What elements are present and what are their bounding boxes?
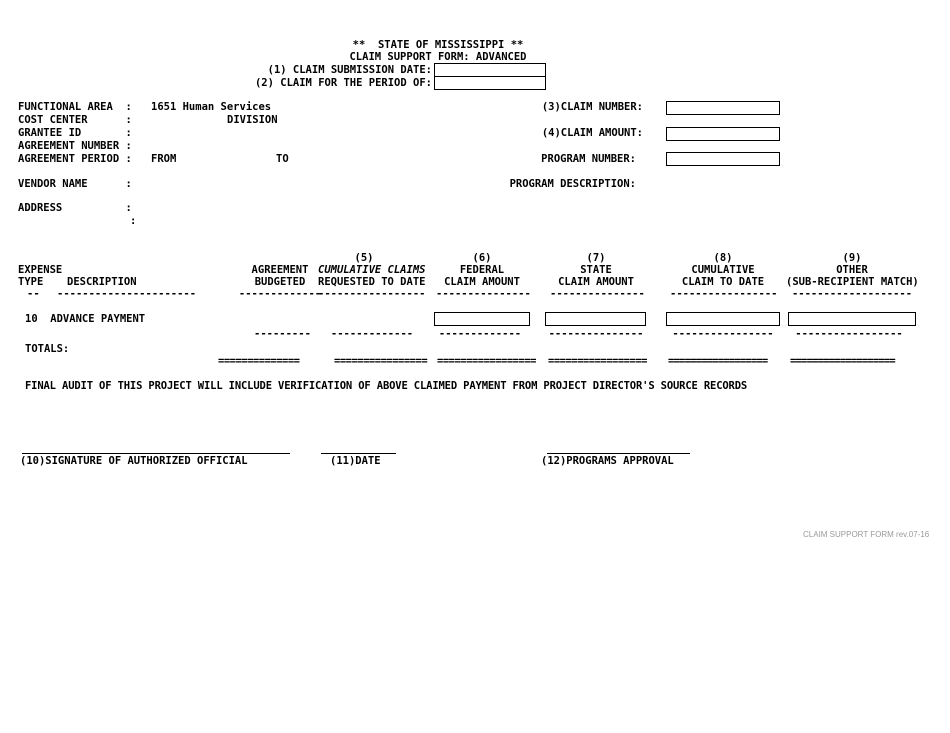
form-title-state: ** STATE OF MISSISSIPPI ** (352, 39, 524, 51)
subtotal-dash-col9: ----------------- (795, 328, 903, 340)
claim-period-field[interactable] (434, 76, 546, 90)
advance-payment-row-label: 10 ADVANCE PAYMENT (25, 313, 146, 325)
program-number-field[interactable] (666, 152, 780, 166)
state-claim-amount-field[interactable] (545, 312, 646, 326)
subtotal-dash-budgeted: --------- (254, 328, 311, 340)
claim-period-label: (2) CLAIM FOR THE PERIOD OF: (254, 77, 432, 89)
signature-line[interactable] (22, 453, 290, 454)
audit-note: FINAL AUDIT OF THIS PROJECT WILL INCLUDE VERIFICATION OF ABOVE CLAIMED PAYMENT FROM PROJECT DIRECTOR'S SOURCE RECORDS (25, 380, 748, 392)
totals-eq-col5: ================ (334, 355, 428, 367)
col7-header-2: CLAIM AMOUNT (558, 276, 634, 288)
cost-center-value: DIVISION (227, 114, 278, 126)
claim-amount-label: (4)CLAIM AMOUNT: (541, 127, 643, 139)
col7-dash: --------------- (550, 288, 645, 300)
col5-dash: ----------------- (318, 288, 426, 300)
address-colon: : (130, 215, 137, 227)
col5-header-1: CUMULATIVE CLAIMS (318, 264, 426, 276)
col8-number: (8) (713, 252, 733, 264)
col8-header-2: CLAIM TO DATE (681, 276, 765, 288)
col6-header-1: FEDERAL (459, 264, 505, 276)
budgeted-header-1: AGREEMENT (251, 264, 309, 276)
agreement-period-from: FROM (151, 153, 177, 165)
budgeted-header-2: BUDGETED (254, 276, 306, 288)
approval-line[interactable] (547, 453, 690, 454)
signature-label: (10)SIGNATURE OF AUTHORIZED OFFICIAL (20, 455, 248, 467)
functional-area-value: 1651 Human Services (151, 101, 272, 113)
totals-eq-col8: ================== (668, 355, 768, 367)
agreement-period-to: TO (276, 153, 289, 165)
totals-label: TOTALS: (25, 343, 70, 355)
col9-dash: ------------------- (791, 288, 913, 300)
date-line[interactable] (321, 453, 396, 454)
program-description-label: PROGRAM DESCRIPTION: (509, 178, 636, 190)
totals-eq-budgeted: ============== (218, 355, 300, 367)
vendor-name-label: VENDOR NAME : (18, 178, 132, 190)
subtotal-dash-col6: ------------- (438, 328, 522, 340)
claim-number-label: (3)CLAIM NUMBER: (541, 101, 643, 113)
subtotal-dash-col8: ---------------- (672, 328, 774, 340)
claim-number-field[interactable] (666, 101, 780, 115)
totals-eq-col7: ================= (548, 355, 647, 367)
claim-amount-field[interactable] (666, 127, 780, 141)
submission-date-label: (1) CLAIM SUBMISSION DATE: (267, 64, 432, 76)
program-number-label: PROGRAM NUMBER: (541, 153, 636, 165)
totals-eq-col6: ================= (437, 355, 536, 367)
col9-header-1: OTHER (836, 264, 868, 276)
functional-area-label: FUNCTIONAL AREA : (18, 101, 132, 113)
submission-date-field[interactable] (434, 63, 546, 77)
agreement-number-label: AGREEMENT NUMBER : (18, 140, 132, 152)
address-label: ADDRESS : (18, 202, 132, 214)
col7-number: (7) (586, 252, 606, 264)
col5-header-2: REQUESTED TO DATE (318, 276, 426, 288)
cost-center-label: COST CENTER : (18, 114, 132, 126)
other-match-field[interactable] (788, 312, 916, 326)
description-header: DESCRIPTION (67, 276, 137, 288)
budgeted-dash: ------------- (238, 288, 322, 300)
form-revision-footer: CLAIM SUPPORT FORM rev.07-16 (803, 530, 930, 539)
col8-header-1: CUMULATIVE (691, 264, 755, 276)
subtotal-dash-col5: ------------- (330, 328, 414, 340)
col6-header-2: CLAIM AMOUNT (444, 276, 520, 288)
col6-number: (6) (472, 252, 492, 264)
col9-number: (9) (842, 252, 862, 264)
date-label: (11)DATE (330, 455, 381, 467)
col6-dash: --------------- (436, 288, 531, 300)
cumulative-claim-field[interactable] (666, 312, 780, 326)
col9-header-2: (SUB-RECIPIENT MATCH) (786, 276, 919, 288)
expense-header: EXPENSE (18, 264, 63, 276)
type-dash: -- (27, 288, 40, 300)
agreement-period-label: AGREEMENT PERIOD : (18, 153, 132, 165)
form-title: CLAIM SUPPORT FORM: ADVANCED (349, 51, 527, 63)
description-dash: ---------------------- (57, 288, 197, 300)
col7-header-1: STATE (580, 264, 612, 276)
col5-number: (5) (354, 252, 374, 264)
totals-eq-col9: =================== (790, 355, 895, 367)
col8-dash: ----------------- (670, 288, 778, 300)
federal-claim-amount-field[interactable] (434, 312, 530, 326)
subtotal-dash-col7: --------------- (548, 328, 644, 340)
approval-label: (12)PROGRAMS APPROVAL (541, 455, 674, 467)
grantee-id-label: GRANTEE ID : (18, 127, 132, 139)
type-header: TYPE (18, 276, 44, 288)
